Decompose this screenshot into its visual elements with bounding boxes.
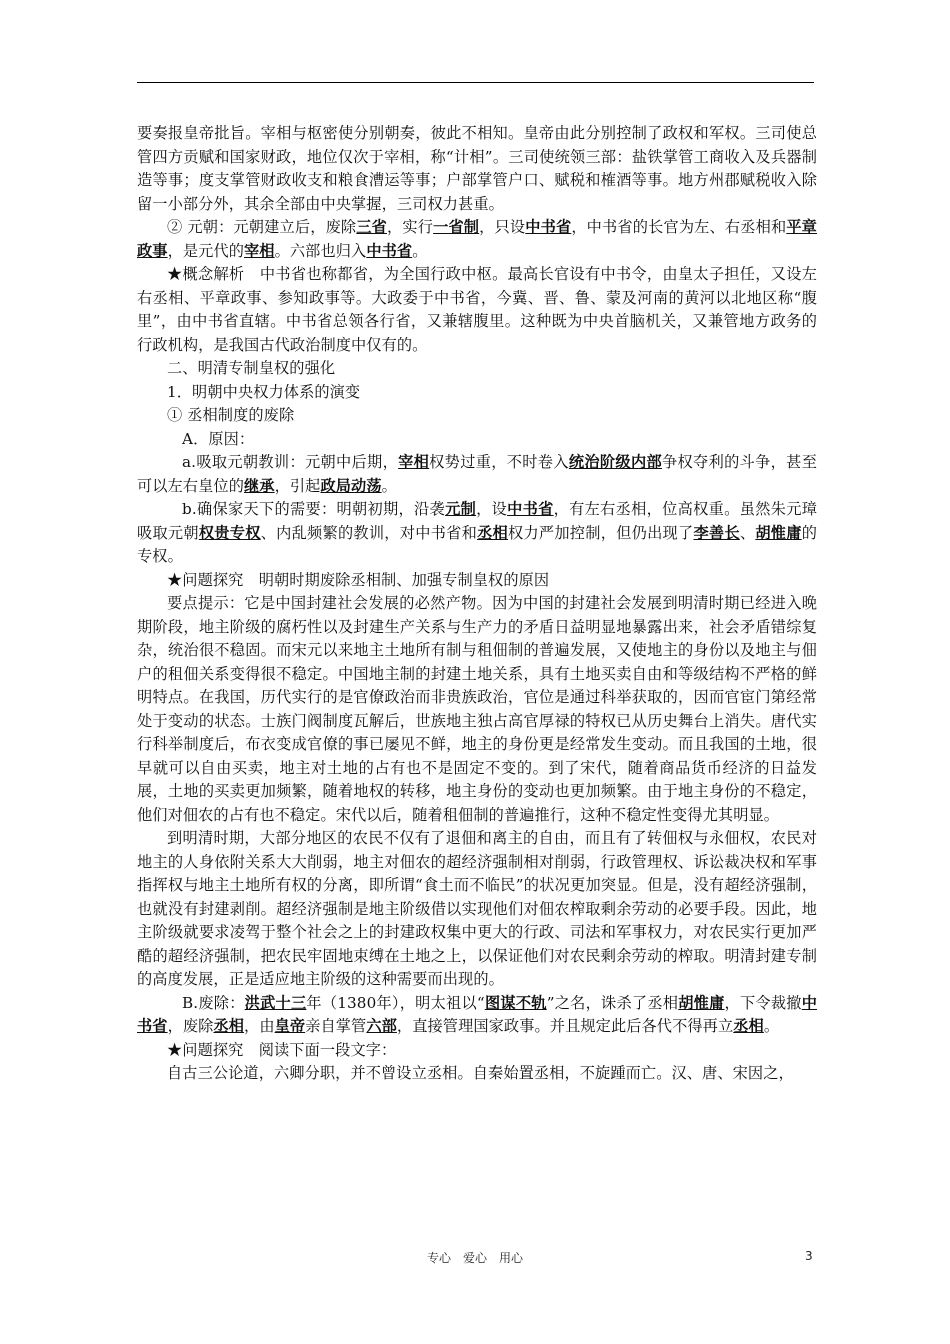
key-term: 元制 — [445, 500, 477, 518]
text-run: ，引起 — [274, 476, 321, 495]
paragraph — [137, 122, 817, 216]
key-term: 中书省 — [137, 993, 818, 1035]
text-run: ，下令裁撤 — [724, 993, 802, 1012]
paragraph — [137, 1039, 817, 1063]
key-term: 丞相 — [213, 1017, 245, 1035]
key-term: 宰相 — [244, 241, 275, 260]
paragraph — [137, 992, 817, 1039]
key-term: 洪武十三 — [244, 993, 307, 1012]
text-run: A．原因： — [182, 429, 255, 448]
key-term: 胡惟庸 — [678, 993, 725, 1012]
paragraph — [137, 357, 817, 381]
header-rule — [137, 82, 814, 83]
paragraph — [137, 381, 817, 405]
key-term: 平章政事 — [137, 218, 817, 260]
page-number: 3 — [805, 1249, 813, 1263]
text-run: ，设 — [476, 500, 508, 518]
text-run: ，实行 — [387, 218, 434, 236]
text-run: 。 — [763, 1017, 780, 1035]
text-run: 要点提示：它是中国封建社会发展的必然产物。因为中国的封建社会发展到明清时期已经进入晚期阶段，地主阶级的腐朽性以及封建生产关系与生产力的矛盾日益明显地暴露出来，社会矛盾错综复杂，统治很不稳固。而宋元以来地主土地所有制与租佃制的普遍发展，又使地主的身份以及地主与佃户的租佃关系变得很不稳定。中国地主制的封建土地关系，具有土地买卖自由和等级结构不严格的鲜明特点。在我国，历代实行的是官僚政治而非贵族政治，官位是通过科举获取的，因而官宦门第经常处于变动的状态。士族门阀制度瓦解后，世族地主独占高官厚禄的特权已从历史舞台上消失。唐代实行科举制度后，布衣变成官僚的事已屡见不鲜，地主的身份更是经常发生变动。而且我国的土地，很早就可以自由买卖，地主对土地的占有也不是固定不变的。到了宋代，随着商品货币经济的日益发展，土地的买卖更加频繁，随着地权的转移，地主身份的变动也更加频繁。由于地主身份的不稳定，他们对佃农的占有也不稳定。宋代以后，随着租佃制的普遍推行，这种不稳定性变得尤其明显。 — [137, 594, 817, 824]
paragraph — [137, 404, 817, 428]
key-term: 六部 — [366, 1017, 397, 1035]
paragraph — [137, 428, 817, 452]
key-term: 皇帝 — [274, 1017, 306, 1035]
text-run: ② 元朝：元朝建立后，废除 — [167, 218, 357, 236]
key-term: 宰相 — [398, 453, 430, 471]
text-run: 争权夺利的斗争，甚至可以左右皇位的 — [137, 453, 817, 495]
text-run: ★问题探究 明朝时期废除丞相制、加强专制皇权的原因 — [167, 570, 550, 589]
text-run: 自古三公论道，六卿分职，并不曾设立丞相。自秦始置丞相，不旋踵而亡。汉、唐、宋因之， — [167, 1064, 794, 1082]
key-term: 政局动荡 — [320, 476, 382, 495]
key-term: 李善长 — [693, 523, 740, 542]
key-term: 三省 — [356, 218, 388, 236]
text-run: 。 — [412, 241, 428, 260]
text-run: ★概念解析 中书省也称都省，为全国行政中枢。最高长官设有中书令，由皇太子担任，又设左右丞相、平章政事、参知政事等。大政委于中书省，今冀、晋、鲁、蒙及河南的黄河以北地区称“腹里”，由中书省直辖。中书省总领各行省，又兼辖腹里。这种既为中央首脑机关，又兼管地方政务的行政机构，是我国古代政治制度中仅有的。 — [137, 265, 817, 354]
text-run: 的专权。 — [137, 523, 817, 565]
text-run: ”之名，诛杀了丞相 — [546, 993, 679, 1012]
key-term: 一省制 — [433, 218, 480, 236]
paragraph — [137, 263, 817, 357]
key-term: 中书省 — [525, 218, 572, 236]
text-run: 、内乱频繁的教训，对中书省和 — [260, 523, 478, 542]
text-run: ，直接管理国家政事。并且规定此后各代不得再立 — [396, 1017, 734, 1035]
text-run: ① 丞相制度的废除 — [167, 406, 295, 424]
text-run: a.吸取元朝教训：元朝中后期， — [182, 453, 399, 471]
text-run: 。六部也归入 — [274, 241, 367, 260]
key-term: 丞相 — [477, 523, 508, 542]
text-run: ，中书省的长官为左、右丞相和 — [571, 218, 787, 236]
text-run: b.确保家天下的需要：明朝初期，沿袭 — [182, 500, 446, 518]
text-run: 亲自掌管 — [305, 1017, 367, 1035]
text-run: 要奏报皇帝批旨。宰相与枢密使分别朝奏，彼此不相知。皇帝由此分别控制了政权和军权。三司使总管四方贡赋和国家财政，地位仅次于宰相，称“计相”。三司使统领三部：盐铁掌管工商收入及兵器制造等事；度支掌管财政收支和粮食漕运等事；户部掌管户口、赋税和榷酒等事。地方州郡赋税收入除留一小部分外，其余全部由中央掌握，三司权力甚重。 — [137, 124, 817, 213]
paragraph — [137, 498, 817, 569]
document-body — [137, 122, 817, 1086]
text-run: ，由 — [244, 1017, 275, 1035]
paragraph — [137, 592, 817, 827]
text-run: ，废除 — [167, 1017, 214, 1035]
footer-motto: 专心 爱心 用心 — [426, 1251, 523, 1265]
key-term: 丞相 — [733, 1017, 764, 1035]
text-run: 到明清时期，大部分地区的农民不仅有了退佃和离主的自由，而且有了转佃权与永佃权，农民对地主的人身依附关系大大削弱，地主对佃农的超经济强制相对削弱，行政管理权、诉讼裁决权和军事指挥权与地主土地所有权的分离，即所谓“食土而不临民”的状况更加突显。但是，没有超经济强制，也就没有封建剥削。超经济强制是地主阶级借以实现他们对佃农榨取剩余劳动的必要手段。因此，地主阶级就要求凌驾于整个社会之上的封建政权集中更大的行政、司法和军事权力，对农民实行更加严酷的超经济强制，把农民牢固地束缚在土地之上，以保证他们对农民剩余劳动的榨取。明清封建专制的高度发展，正是适应地主阶级的这种需要而出现的。 — [137, 829, 817, 988]
text-run: ★问题探究 阅读下面一段文字： — [167, 1040, 397, 1059]
text-run: ，有左右丞相，位高权重。虽然朱元璋吸取元朝 — [137, 500, 818, 542]
text-run: ，是元代的 — [167, 241, 245, 260]
key-term: 统治阶级内部 — [568, 453, 662, 471]
key-term: 中书省 — [366, 241, 413, 260]
paragraph — [137, 569, 817, 593]
text-run: 1．明朝中央权力体系的演变 — [167, 382, 361, 401]
key-term: 权贵专权 — [198, 523, 261, 542]
text-run: 、 — [739, 523, 756, 542]
text-run: 权力严加控制，但仍出现了 — [507, 523, 694, 542]
text-run: 权势过重，不时卷入 — [429, 453, 569, 471]
paragraph — [137, 216, 817, 263]
key-term: 中书省 — [507, 500, 554, 518]
key-term: 图谋不轨 — [484, 993, 547, 1012]
key-term: 继承 — [244, 476, 275, 495]
text-run: 年（1380年），明太祖以“ — [306, 993, 485, 1012]
paragraph — [137, 1062, 817, 1086]
key-term: 胡惟庸 — [755, 523, 802, 542]
text-run: 二、明清专制皇权的强化 — [167, 359, 336, 377]
paragraph — [137, 451, 817, 498]
paragraph — [137, 827, 817, 992]
text-run: ，只设 — [479, 218, 526, 236]
text-run: 。 — [381, 476, 397, 495]
text-run: B.废除： — [182, 993, 245, 1012]
